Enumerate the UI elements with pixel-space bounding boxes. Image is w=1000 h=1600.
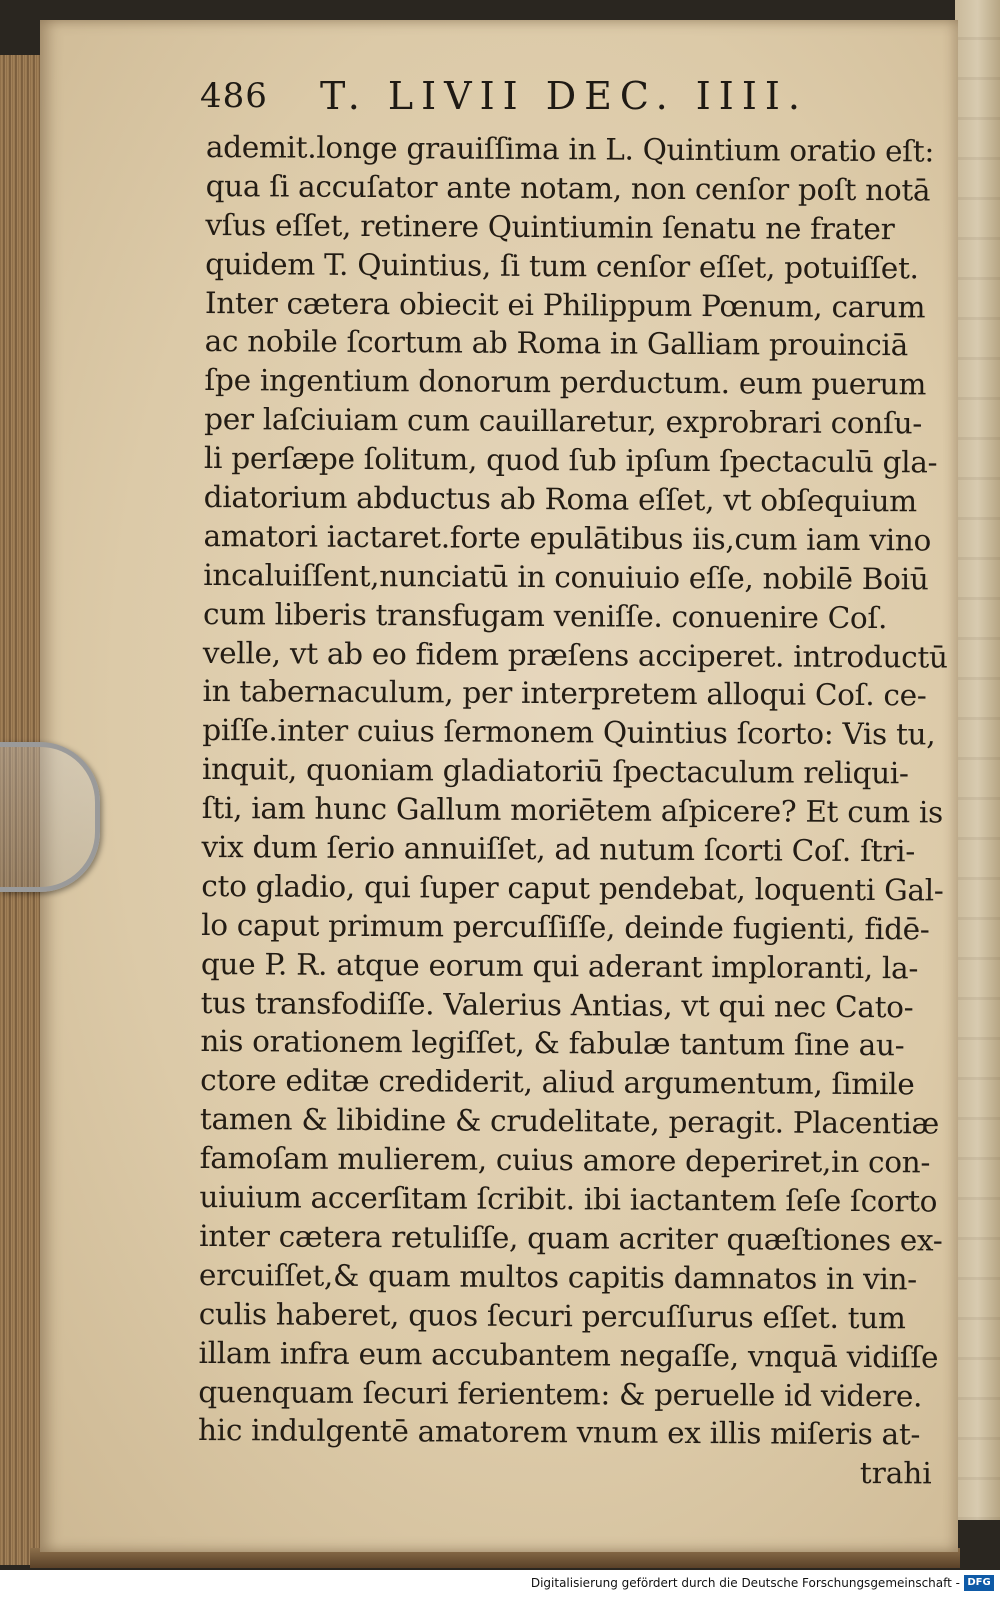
page-clip-icon [0, 742, 100, 892]
text-line: illam infra eum accubantem negaſſe, vnquā vidiſſe [198, 1335, 939, 1375]
text-line: velle, vt ab eo fidem præſens acciperet. introductū [202, 635, 948, 675]
text-line: Inter cætera obiecit ei Philippum Pœnum, carum [204, 285, 926, 324]
page-number: 486 [200, 76, 268, 116]
text-line: incaluiſſent,nunciatū in conuiuio eſſe, nobilē Boiū [203, 557, 929, 597]
text-line: ctore editæ crediderit, aliud argumentum, ſimile [200, 1063, 915, 1102]
catchword: trahi [859, 1456, 932, 1491]
catchword-row [198, 1450, 938, 1493]
text-line: cto gladio, qui ſuper caput pendebat, loquenti Gal- [201, 868, 944, 908]
text-line: in tabernaculum, per interpretem alloqui Coſ. ce- [202, 674, 927, 713]
page-header [200, 76, 940, 126]
text-line: amatori iactaret.forte epulātibus iis,cum iam vino [203, 518, 932, 558]
text-line: ſpe ingentium donorum perductum. eum puerum [204, 363, 927, 402]
text-line: lo caput primum percuſſiſſe, deinde fugienti, fidē- [201, 907, 930, 947]
text-line: ademit.longe grauiſſima in L. Quintium oratio eſt: [205, 129, 935, 169]
text-line: culis haberet, quos ſecuri percuſſurus eſſet. tum [198, 1296, 906, 1336]
text-line: hic indulgentē amatorem vnum ex illis miſeris at- [197, 1413, 921, 1452]
footer-bar [0, 1570, 1000, 1600]
text-line: que P. R. atque eorum qui aderant imploranti, la- [200, 946, 919, 986]
text-line: per laſciuiam cum cauillaretur, exprobrari conſu- [204, 402, 923, 441]
text-line: uiuium accerſitam ſcribit. ibi iactantem ſeſe ſcorto [199, 1180, 938, 1219]
running-head: T. LIVII DEC. IIII. [320, 74, 808, 118]
text-line: vſus eſſet, retinere Quintiumin ſenatu ne frater [205, 207, 895, 246]
text-line: famoſam mulierem, cuius amore deperiret,in con- [199, 1141, 931, 1180]
text-line: quidem T. Quintius, ſi tum cenſor eſſet, potuiſſet. [205, 246, 919, 286]
text-line: qua ſi accuſator ante notam, non cenſor poſt notā [205, 168, 931, 208]
book-edge-right [955, 0, 1000, 1520]
body-text [198, 128, 946, 1494]
text-line: diatorium abductus ab Roma eſſet, vt obſequium [203, 480, 918, 519]
text-line: inquit, quoniam gladiatoriū ſpectaculum reliqui- [201, 752, 909, 791]
text-line: tamen & libidine & crudelitate, peragit. Placentiæ [199, 1102, 940, 1141]
text-line: quenquam ſecuri ferientem: & peruelle id videre. [198, 1374, 923, 1413]
text-line: cum liberis transfugam veniſſe. conuenire Coſ. [202, 596, 888, 635]
funding-credit: Digitalisierung gefördert durch die Deutsche Forschungsgemeinschaft - [530, 1576, 960, 1590]
text-line: nis orationem legiſſet, & fabulæ tantum ſine au- [200, 1024, 905, 1063]
text-line: ercuiſſet,& quam multos capitis damnatos in vin- [198, 1257, 918, 1297]
dfg-logo: DFG [964, 1575, 994, 1591]
text-line: piſſe.inter cuius ſermonem Quintius ſcorto: Vis tu, [202, 713, 936, 752]
text-line: inter cætera retuliſſe, quam acriter quæſtiones ex- [199, 1218, 943, 1258]
text-line: tus transfodiſſe. Valerius Antias, vt qui nec Cato- [200, 985, 914, 1024]
text-line: vix dum ſerio annuiſſet, ad nutum ſcorti Coſ. ſtri- [201, 830, 916, 869]
text-line: ac nobile ſcortum ab Roma in Galliam prouinciā [204, 324, 909, 363]
text-line: li perſæpe ſolitum, quod ſub ipſum ſpectaculū gla- [203, 441, 938, 480]
text-line: ſti, iam hunc Gallum moriētem aſpicere? Et cum is [201, 791, 944, 830]
